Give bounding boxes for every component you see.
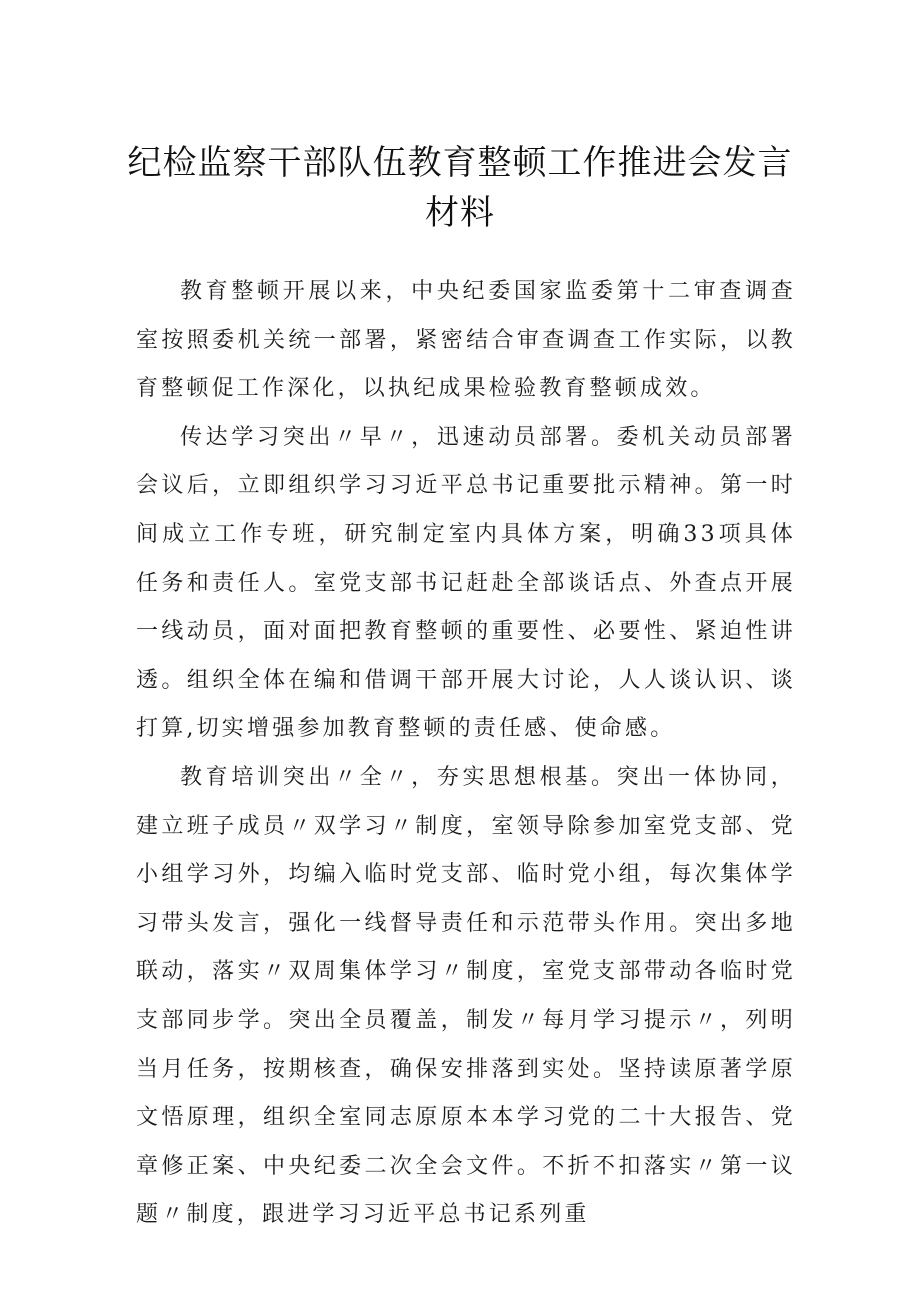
paragraph-training-full: 教育培训突出〃全〃，夯实思想根基。突出一体协同，建立班子成员〃双学习〃制度，室领导除参加室党支部、党小组学习外，均编入临时党支部、临时党小组，每次集体学习带头发言，强化一线督导责任和示范带头作用。突出多地联动，落实〃双周集体学习〃制度，室党支部带动各临时党支部同步学。突出全员覆盖，制发〃每月学习提示〃，列明当月任务，按期核查，确保安排落到实处。坚持读原著学原文悟原理，组织全室同志原原本本学习党的二十大报告、党章修正案、中央纪委二次全会文件。不折不扣落实〃第一议题〃制度，跟进学习习近平总书记系列重 xyxy=(136,764,796,1228)
paragraph-study-early: 传达学习突出〃早〃，迅速动员部署。委机关动员部署会议后，立即组织学习习近平总书记重要批示精神。第一时间成立工作专班，研究制定室内具体方案，明确33项具体任务和责任人。室党支部书记赶赴全部谈话点、外查点开展一线动员，面对面把教育整顿的重要性、必要性、紧迫性讲透。组织全体在编和借调干部开展大讨论，人人谈认识、谈打算,切实增强参加教育整顿的责任感、使命感。 xyxy=(136,424,796,742)
document-body xyxy=(136,268,796,1240)
paragraph-intro: 教育整顿开展以来，中央纪委国家监委第十二审查调查室按照委机关统一部署，紧密结合审查调查工作实际，以教育整顿促工作深化，以执纪成果检验教育整顿成效。 xyxy=(136,279,796,402)
document-title: 纪检监察干部队伍教育整顿工作推进会发言材料 xyxy=(127,143,793,233)
